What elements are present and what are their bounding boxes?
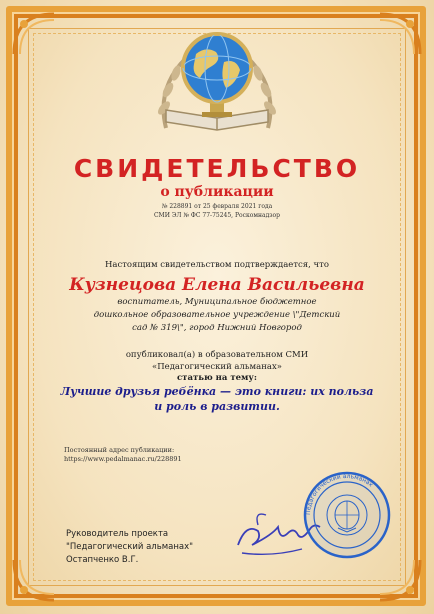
signer-block: [66, 528, 193, 567]
address-label: Постоянный адрес публикации:: [64, 446, 175, 454]
corner-ornament-icon: [10, 556, 58, 604]
media-name: «Педагогический альманах»: [152, 362, 282, 372]
signer-title: Руководитель проекта: [66, 529, 169, 539]
topic-label: статью на тему:: [177, 373, 257, 383]
corner-ornament-icon: [376, 556, 424, 604]
stamp-seal-icon: [302, 470, 392, 560]
signer-name: Остапченко В.Г.: [66, 555, 139, 565]
certificate-subtitle: о публикации: [160, 184, 274, 200]
person-position: воспитатель, Муниципальное бюджетное дошкольное образовательное учреждение \"Детский сад № 319\", город Нижний Новгород: [93, 297, 341, 333]
corner-ornament-icon: [376, 10, 424, 58]
registration-info: СМИ ЭЛ № ФС 77-75245, Роскомнадзор: [153, 212, 281, 219]
certificate-number: № 228891 от 25 февраля 2021 года: [161, 203, 273, 210]
person-name: Кузнецова Елена Васильевна: [69, 275, 365, 295]
publication-url[interactable]: https://www.pedalmanac.ru/228891: [64, 455, 182, 463]
signer-project: "Педагогический альманах": [66, 542, 194, 552]
corner-ornament-icon: [10, 10, 58, 58]
certificate-title: СВИДЕТЕЛЬСТВО: [73, 154, 361, 183]
confirmation-text: Настоящим свидетельством подтверждается, что: [104, 260, 329, 270]
published-text: опубликовал(а) в образовательном СМИ: [125, 350, 309, 360]
article-topic: Лучшие друзья ребёнка — это книги: их польза и роль в развитии.: [60, 385, 374, 413]
globe-book-emblem-icon: [146, 18, 288, 146]
svg-text:Педагогический альманах: Педагогический альманах: [304, 472, 375, 516]
